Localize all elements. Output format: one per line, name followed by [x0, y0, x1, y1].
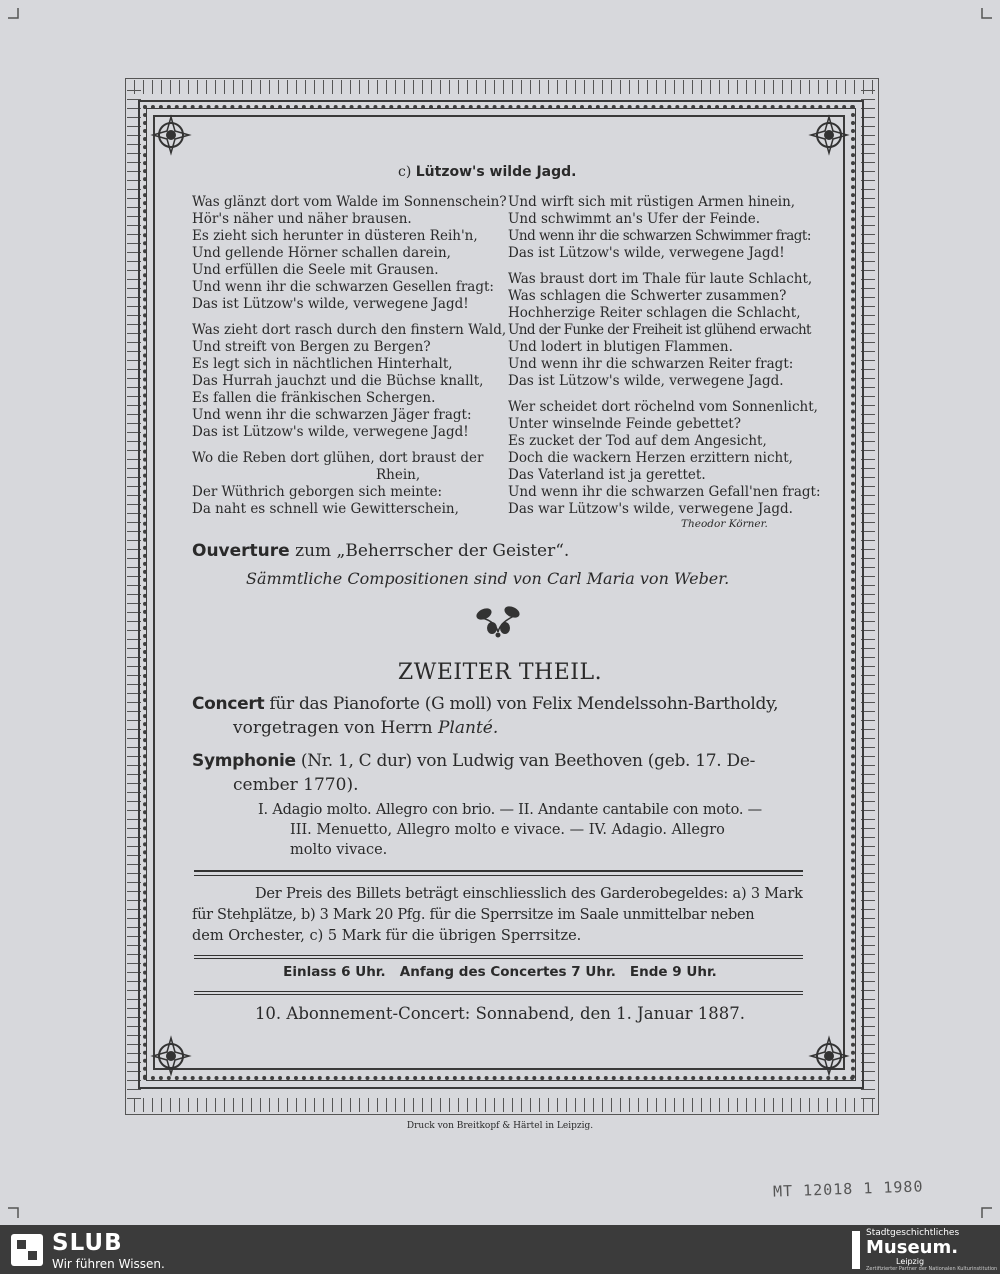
- concert-line-2: [233, 718, 498, 738]
- poem-line: Der Wüthrich geborgen sich meinte:: [192, 484, 443, 500]
- poem-line: Das Hurrah jauchzt und die Büchse knallt,: [192, 373, 484, 389]
- poem-line: Und wenn ihr die schwarzen Gesellen fragt:: [192, 279, 494, 295]
- poem-line: Und schwimmt an's Ufer der Feinde.: [508, 211, 761, 227]
- poem-line: Doch die wackern Herzen erzittern nicht,: [508, 450, 793, 466]
- poem-line: Das ist Lützow's wilde, verwegene Jagd!: [192, 424, 469, 440]
- poem-line: Da naht es schnell wie Gewitterschein,: [192, 501, 459, 517]
- poem-line: Das ist Lützow's wilde, verwegene Jagd.: [508, 373, 784, 389]
- overture-label: Ouverture: [192, 541, 290, 561]
- slub-logo-icon: [10, 1233, 44, 1267]
- double-rule: [194, 875, 803, 876]
- price-line: für Stehplätze, b) 3 Mark 20 Pfg. für die Sperrsitze im Saale unmittelbar neben: [192, 907, 755, 923]
- partner-name: Museum.: [866, 1237, 959, 1258]
- poem-line: Und wenn ihr die schwarzen Jäger fragt:: [192, 407, 472, 423]
- concert-label: Concert: [192, 694, 265, 714]
- partner-city: Leipzig: [896, 1257, 925, 1266]
- rule: [194, 955, 803, 956]
- rule: [194, 991, 803, 992]
- movement-line: molto vivace.: [290, 842, 388, 858]
- poem-line: Es legt sich in nächtlichen Hinterhalt,: [192, 356, 453, 372]
- partner-top: Stadtgeschichtliches: [866, 1228, 960, 1238]
- composer-note: Sämmtliche Compositionen sind von Carl Maria von Weber.: [246, 569, 730, 588]
- printer-note: Druck von Breitkopf & Härtel in Leipzig.: [406, 1121, 594, 1131]
- symphony-line: [192, 751, 755, 771]
- poem-line: Und erfüllen die Seele mit Grausen.: [192, 262, 439, 278]
- poem-line: Es zucket der Tod auf dem Angesicht,: [508, 433, 767, 449]
- poem-line: Und der Funke der Freiheit ist glühend erwacht: [508, 322, 811, 338]
- poem-line: Das Vaterland ist ja gerettet.: [508, 467, 706, 483]
- slub-slogan: Wir führen Wissen.: [52, 1257, 165, 1271]
- poem-line: Rhein,: [376, 467, 421, 483]
- poem-line: Es zieht sich herunter in düsteren Reih'n,: [192, 228, 478, 244]
- poem-line: Wo die Reben dort glühen, dort braust der: [192, 450, 484, 466]
- double-rule: [194, 870, 803, 872]
- poem-line: Was schlagen die Schwerter zusammen?: [508, 288, 787, 304]
- poem-title-prefix: c): [398, 164, 412, 180]
- poem-line: Und wirft sich mit rüstigen Armen hinein,: [508, 194, 796, 210]
- price-line: dem Orchester, c) 5 Mark für die übrigen Sperrsitze.: [192, 928, 582, 944]
- footer-bar: [0, 1225, 1000, 1274]
- catalog-mark: MT 12018 1 1980: [772, 1177, 924, 1201]
- poem-line: Und gellende Hörner schallen darein,: [192, 245, 451, 261]
- concert-text-2: vorgetragen von Herrn: [233, 718, 433, 738]
- next-concert: 10. Abonnement-Concert: Sonnabend, den 1. Januar 1887.: [254, 1004, 746, 1023]
- poem-line: Hochherzige Reiter schlagen die Schlacht,: [508, 305, 801, 321]
- poem-line: Das ist Lützow's wilde, verwegene Jagd!: [508, 245, 785, 261]
- poem-line: Unter winselnde Feinde gebettet?: [508, 416, 741, 432]
- poem-line: Was braust dort im Thale für laute Schlacht,: [508, 271, 813, 287]
- poem-line: Und wenn ihr die schwarzen Schwimmer fragt:: [508, 228, 811, 244]
- poem-author: Theodor Körner.: [681, 518, 768, 530]
- movement-line: I. Adagio molto. Allegro con brio. — II. Andante cantabile con moto. —: [258, 802, 762, 818]
- times-line: Einlass 6 Uhr. Anfang des Concertes 7 Uhr. Ende 9 Uhr.: [283, 964, 717, 980]
- price-line: Der Preis des Billets beträgt einschliesslich des Garderobegeldes: a) 3 Mark: [255, 886, 803, 902]
- poem-line: Das war Lützow's wilde, verwegene Jagd.: [508, 501, 793, 517]
- rule: [194, 958, 803, 959]
- poem-line: Was zieht dort rasch durch den finstern Wald,: [192, 322, 507, 338]
- poem-title: [398, 164, 576, 180]
- partner-logo-bar: [852, 1231, 860, 1269]
- oak-leaf-ornament-icon: [474, 602, 522, 638]
- symphony-text: (Nr. 1, C dur) von Ludwig van Beethoven (geb. 17. De-: [300, 751, 756, 771]
- poem-line: Hör's näher und näher brausen.: [192, 211, 412, 227]
- symphony-label: Symphonie: [192, 751, 296, 771]
- overture-line: [192, 541, 569, 561]
- poem-line: Was glänzt dort vom Walde im Sonnenschein?: [192, 194, 507, 210]
- poem-line: Und lodert in blutigen Flammen.: [508, 339, 733, 355]
- concert-performer: Planté.: [437, 718, 499, 738]
- poem-line: Es fallen die fränkischen Schergen.: [192, 390, 436, 406]
- concert-line: [192, 694, 778, 714]
- concert-text: für das Pianoforte (G moll) von Felix Mendelssohn-Bartholdy,: [269, 694, 779, 714]
- poem-line: Und wenn ihr die schwarzen Reiter fragt:: [508, 356, 794, 372]
- part-two-heading: ZWEITER THEIL.: [397, 660, 603, 685]
- movement-line: III. Menuetto, Allegro molto e vivace. — IV. Adagio. Allegro: [290, 822, 725, 838]
- overture-text: zum „Beherrscher der Geister“.: [295, 541, 570, 561]
- poem-title-text: Lützow's wilde Jagd.: [415, 164, 577, 180]
- poem-line: Und wenn ihr die schwarzen Gefall'nen fragt:: [508, 484, 821, 500]
- partner-note: Zertifizierter Partner der Nationalen Kulturinstitution: [866, 1266, 998, 1272]
- slub-logo-text: SLUB: [52, 1230, 123, 1256]
- poem-line: Und streift von Bergen zu Bergen?: [192, 339, 431, 355]
- poem-line: Wer scheidet dort röchelnd vom Sonnenlicht,: [508, 399, 818, 415]
- rule: [194, 994, 803, 995]
- poem-line: Das ist Lützow's wilde, verwegene Jagd!: [192, 296, 469, 312]
- symphony-line-2: cember 1770).: [233, 775, 359, 795]
